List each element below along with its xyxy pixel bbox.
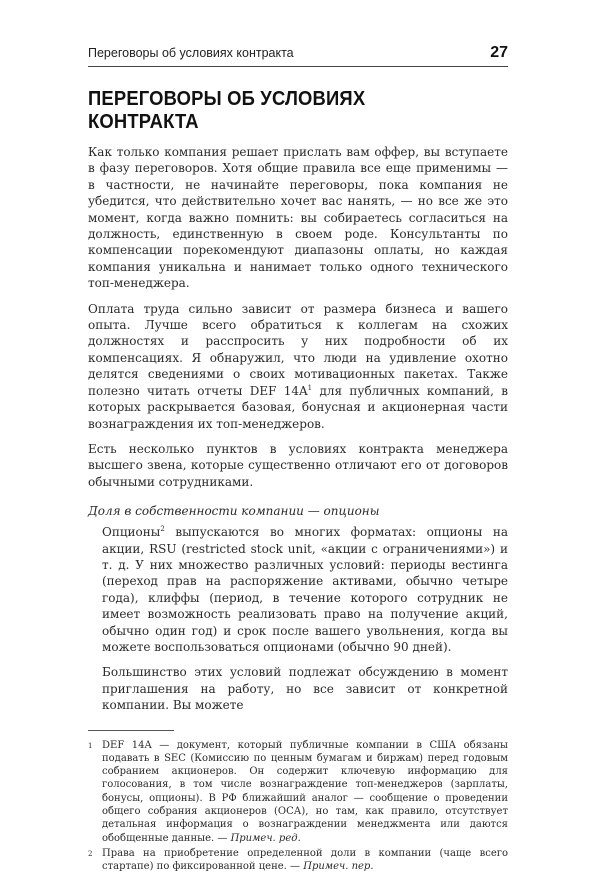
footnote-1-text: DEF 14A — документ, который публичные компании в США обязаны подавать в SEC (Комиссию по ценным бумагам и биржам) перед годовым собранием акционеров. Он содержит ключевую информацию для голосования, в том числе вознаграждение топ-менеджеров (зарплаты, бонусы, опционы). В РФ ближайший аналог — сообщение о проведении общего собрания акционеров (ОСА), но там, как правило, отсутствует детальная информация о вознаграждении менеджмента или даются обобщенные данные. — [102, 739, 508, 844]
footnote-2-text: Права на приобретение определенной доли в компании (чаще всего стартапе) по фиксированной цене. — [102, 847, 508, 873]
subsection-title: Доля в собственности компании — опционы [88, 504, 380, 519]
running-title: Переговоры об условиях контракта [88, 46, 294, 60]
options-text-a: Опционы [102, 525, 161, 540]
page-number: 27 [490, 44, 508, 61]
footnote-2 [88, 847, 508, 874]
page-content [88, 88, 508, 876]
footnote-2-note: Примеч. пер. [303, 861, 374, 873]
options-paragraph [102, 524, 508, 655]
paragraph-2 [88, 301, 508, 432]
section-title: ПЕРЕГОВОРЫ ОБ УСЛОВИЯХ КОНТРАКТА [88, 88, 366, 133]
footnote-1-mark: 1 [88, 741, 93, 750]
footnote-1-note: Примеч. ред. [230, 832, 301, 844]
options-text-b: выпускаются во многих форматах: опционы на акции, RSU (restricted stock unit, «акции с ограничениями») и т. д. У них множество различных условий: периоды вестинга (переход прав на распоряжение активами, обычно четыре года), клиффы (период, в течение которого сотрудник не имеет возможность реализовать право на получение акций, обычно один год) и срок после вашего увольнения, когда вы можете воспользоваться опционами (обычно 90 дней). [102, 525, 508, 654]
header-rule [88, 66, 508, 67]
footnote-2-body [102, 847, 508, 874]
footnote-ref-2: 2 [160, 525, 165, 534]
footnote-1-body [102, 739, 508, 845]
paragraph-3: Есть несколько пунктов в условиях контракта менеджера высшего звена, которые существенно отличают его от договоров обычными сотрудниками. [88, 441, 508, 489]
paragraph-2-text-a: Оплата труда сильно зависит от размера бизнеса и вашего опыта. Лучше всего обратиться к коллегам на схожих должностях и расспросить у них подробности об их компенсациях. Я обнаружил, что люди на удивление охотно делятся сведениями о своих мотивационных пакетах. Также полезно читать отчеты DEF 14A [88, 301, 508, 398]
footnote-ref-1: 1 [307, 383, 313, 392]
footnote-rule [88, 730, 174, 731]
footnote-1 [88, 739, 508, 845]
paragraph-2-text-b: для публичных компаний, в которых раскрывается базовая, бонусная и акционерная части вознаграждения их топ-менеджеров. [88, 383, 508, 431]
paragraph-1: Как только компания решает прислать вам оффер, вы вступаете в фазу переговоров. Хотя общие правила все еще применимы — в частности, не начинайте переговоры, пока компания не убедится, что действительно хочет вас нанять, — но все же это момент, когда важно помнить: вы собираетесь согласиться на должность, единственную в своем роде. Консультанты по компенсации порекомендуют диапазоны оплаты, но каждая компания уникальна и нанимает только одного технического топ-менеджера. [88, 145, 508, 291]
footnote-2-mark: 2 [88, 849, 93, 858]
running-header [88, 44, 508, 62]
terms-paragraph: Большинство этих условий подлежат обсуждению в момент приглашения на работу, но все зависит от конкретной компании. Вы можете [102, 665, 508, 713]
